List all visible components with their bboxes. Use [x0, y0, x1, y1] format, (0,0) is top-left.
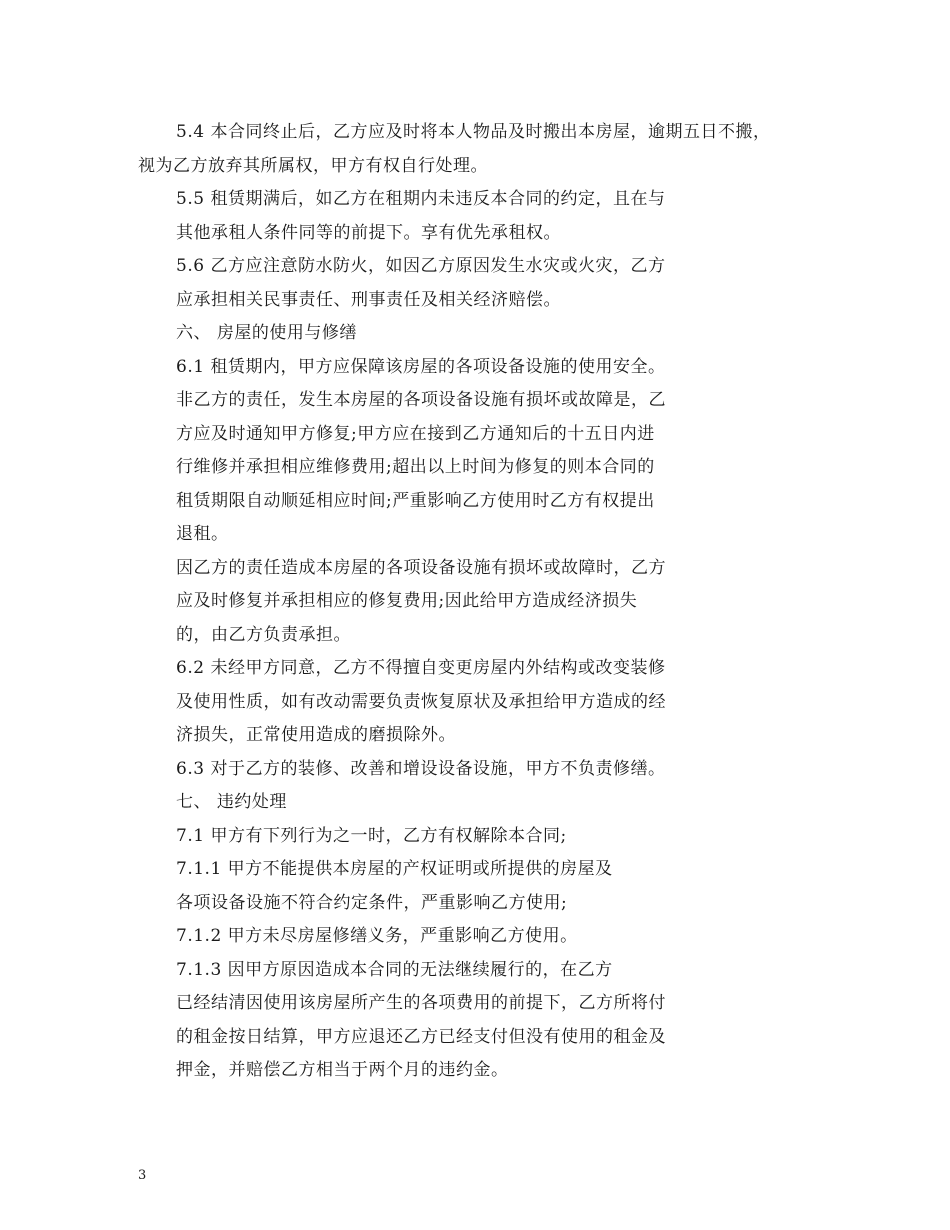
text-line: 已经结清因使用该房屋所产生的各项费用的前提下，乙方所将付: [176, 993, 666, 1013]
text-line: 6.1 租赁期内，甲方应保障该房屋的各项设备设施的使用安全。: [176, 356, 666, 377]
text-line: 5.5 租赁期满后，如乙方在租期内未违反本合同的约定，且在与: [176, 189, 666, 209]
section-heading: 六、 房屋的使用与修缮: [176, 323, 357, 343]
text-line: 济损失，正常使用造成的磨损除外。: [176, 725, 456, 745]
text-line: 7.1.3 因甲方原因造成本合同的无法继续履行的，在乙方: [176, 959, 613, 980]
text-line: 非乙方的责任，发生本房屋的各项设备设施有损坏或故障是，乙: [176, 390, 666, 410]
contract-text: [0, 116, 950, 1088]
text-line: 的租金按日结算，甲方应退还乙方已经支付但没有使用的租金及: [176, 1026, 666, 1047]
text-line: 退租。: [176, 524, 229, 544]
section-heading: 七、 违约处理: [176, 792, 287, 812]
text-line: 因乙方的责任造成本房屋的各项设备设施有损坏或故障时，乙方: [176, 557, 666, 578]
text-line: 5.6 乙方应注意防水防火，如因乙方原因发生水灾或火灾，乙方: [176, 256, 666, 276]
text-line: 7.1.1 甲方不能提供本房屋的产权证明或所提供的房屋及: [176, 859, 613, 879]
text-line: 7.1.2 甲方未尽房屋修缮义务，严重影响乙方使用。: [176, 926, 578, 946]
text-line: 应及时修复并承担相应的修复费用;因此给甲方造成经济损失: [176, 591, 638, 611]
text-line: 6.2 未经甲方同意，乙方不得擅自变更房屋内外结构或改变装修: [176, 658, 666, 678]
page-number: 3: [138, 1168, 147, 1183]
text-line: 视为乙方放弃其所属权，甲方有权自行处理。: [138, 155, 488, 176]
text-line: 行维修并承担相应维修费用;超出以上时间为修复的则本合同的: [176, 457, 655, 477]
text-line: 7.1 甲方有下列行为之一时，乙方有权解除本合同;: [176, 825, 567, 846]
text-line: 及使用性质，如有改动需要负责恢复原状及承担给甲方造成的经: [176, 691, 666, 712]
text-line: 6.3 对于乙方的装修、改善和增设设备设施，甲方不负责修缮。: [176, 758, 666, 779]
text-line: 的，由乙方负责承担。: [176, 624, 351, 645]
text-line: 其他承租人条件同等的前提下。享有优先承租权。: [176, 222, 561, 243]
text-line: 应承担相关民事责任、刑事责任及相关经济赔偿。: [176, 289, 561, 310]
text-line: 租赁期限自动顺延相应时间;严重影响乙方使用时乙方有权提出: [176, 490, 655, 511]
text-line: 5.4 本合同终止后，乙方应及时将本人物品及时搬出本房屋，逾期五日不搬，: [176, 122, 771, 142]
text-line: 方应及时通知甲方修复;甲方应在接到乙方通知后的十五日内进: [176, 423, 655, 444]
text-line: 各项设备设施不符合约定条件，严重影响乙方使用;: [176, 892, 568, 913]
text-line: 押金，并赔偿乙方相当于两个月的违约金。: [176, 1060, 509, 1080]
